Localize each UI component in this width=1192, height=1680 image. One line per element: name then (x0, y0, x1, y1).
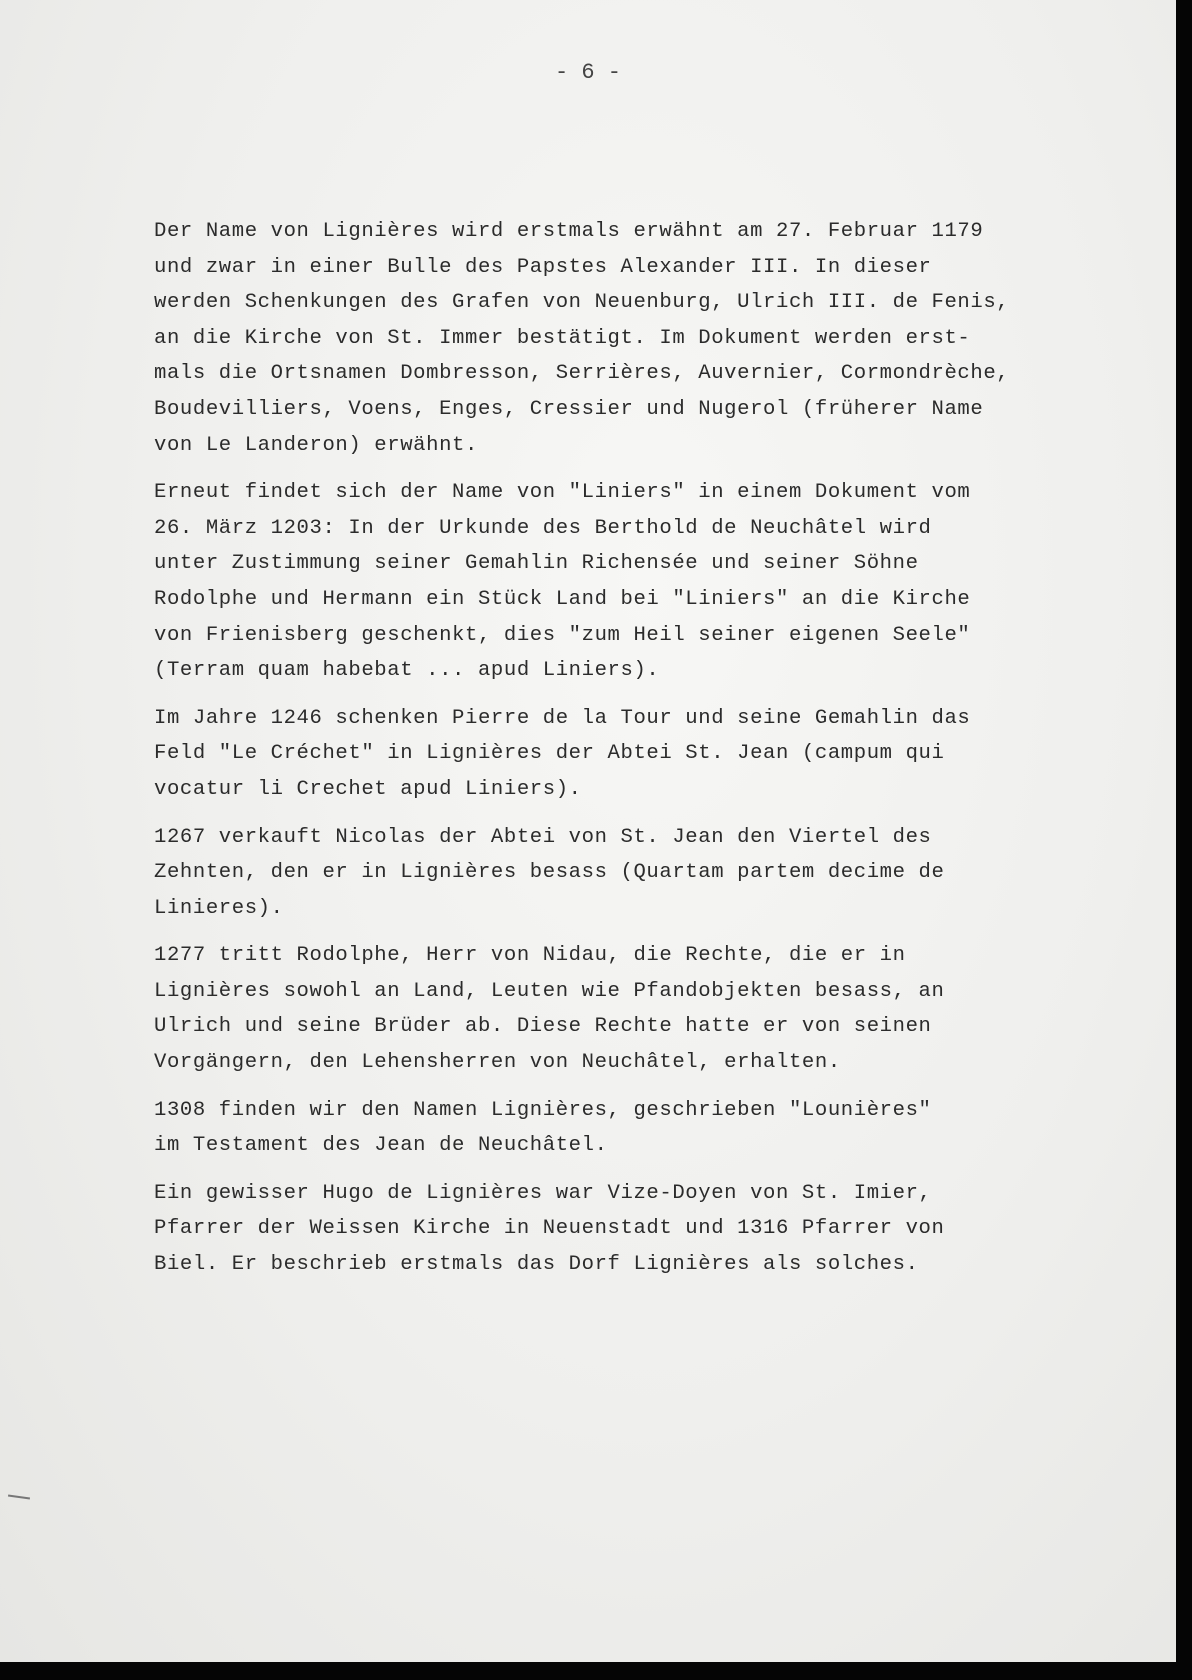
text-line: Ulrich und seine Brüder ab. Diese Rechte hatte er von seinen (154, 1015, 932, 1039)
text-line: Der Name von Lignières wird erstmals erwähnt am 27. Februar 1179 (154, 220, 984, 243)
margin-mark (8, 1494, 30, 1499)
scan-border-bottom (0, 1662, 1192, 1680)
text-line: Feld "Le Créchet" in Lignières der Abtei St. Jean (campum qui (154, 742, 945, 766)
paragraph (154, 475, 1134, 689)
paragraph (154, 1093, 1134, 1164)
text-line: 26. März 1203: In der Urkunde des Berthold de Neuchâtel wird (154, 516, 932, 540)
paragraph (154, 820, 1134, 927)
text-line: Pfarrer der Weissen Kirche in Neuenstadt und 1316 Pfarrer von (154, 1217, 945, 1241)
text-line: 1267 verkauft Nicolas der Abtei von St. Jean den Viertel des (154, 825, 932, 849)
text-line: unter Zustimmung seiner Gemahlin Richensée und seiner Söhne (154, 552, 919, 576)
scan-border-right (1176, 0, 1192, 1680)
text-line: 1277 tritt Rodolphe, Herr von Nidau, die Rechte, die er in (154, 944, 906, 968)
text-line: 1308 finden wir den Namen Lignières, geschrieben "Lounières" (154, 1098, 932, 1122)
text-line: Zehnten, den er in Lignières besass (Quartam partem decime de (154, 861, 945, 885)
paragraph (154, 1176, 1134, 1283)
page-number: - 6 - (554, 60, 621, 85)
paragraph (154, 938, 1134, 1080)
text-line: an die Kirche von St. Immer bestätigt. Im Dokument werden erst- (154, 326, 971, 350)
text-line: Boudevilliers, Voens, Enges, Cressier und Nugerol (früherer Name (154, 397, 984, 421)
text-line: und zwar in einer Bulle des Papstes Alexander III. In dieser (154, 255, 932, 279)
text-line: Lignières sowohl an Land, Leuten wie Pfandobjekten besass, an (154, 979, 945, 1003)
text-line: Vorgängern, den Lehensherren von Neuchâtel, erhalten. (154, 1051, 841, 1075)
paragraph (154, 701, 1134, 808)
paragraph (154, 214, 1134, 463)
text-line: Biel. Er beschrieb erstmals das Dorf Lignières als solches. (154, 1253, 919, 1277)
text-line: mals die Ortsnamen Dombresson, Serrières, Auvernier, Cormondrèche, (154, 362, 1010, 386)
text-line: Rodolphe und Hermann ein Stück Land bei "Liniers" an die Kirche (154, 587, 971, 611)
text-line: Linieres). (154, 896, 284, 920)
text-line: (Terram quam habebat ... apud Liniers). (154, 659, 660, 683)
text-line: Im Jahre 1246 schenken Pierre de la Tour und seine Gemahlin das (154, 706, 971, 730)
text-line: von Frienisberg geschenkt, dies "zum Heil seiner eigenen Seele" (154, 623, 971, 647)
body-text (154, 214, 1134, 1295)
text-line: werden Schenkungen des Grafen von Neuenburg, Ulrich III. de Fenis, (154, 291, 1010, 315)
text-line: im Testament des Jean de Neuchâtel. (154, 1134, 608, 1158)
text-line: Ein gewisser Hugo de Lignières war Vize-Doyen von St. Imier, (154, 1181, 932, 1205)
text-line: von Le Landeron) erwähnt. (154, 433, 478, 457)
text-line: Erneut findet sich der Name von "Liniers" in einem Dokument vom (154, 481, 971, 505)
text-line: vocatur li Crechet apud Liniers). (154, 777, 582, 801)
